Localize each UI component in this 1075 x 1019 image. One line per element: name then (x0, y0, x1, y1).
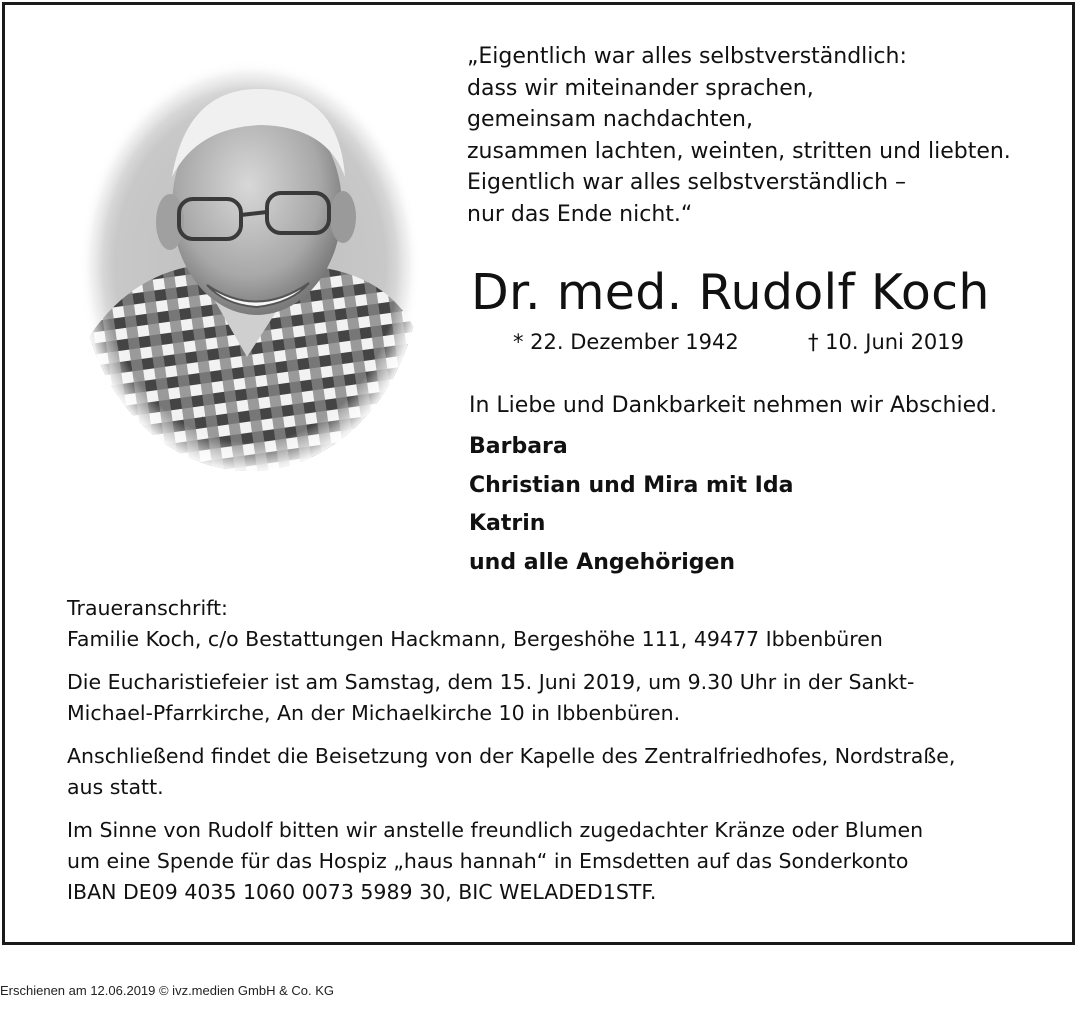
quote-line: Eigentlich war alles selbstverständlich – (467, 170, 907, 195)
service-line: Die Eucharistiefeier ist am Samstag, dem 15. Juni 2019, um 9.30 Uhr in der Sankt- (67, 670, 915, 694)
quote-line: dass wir miteinander sprachen, (467, 75, 814, 101)
quote-line: zusammen lachten, weinten, stritten und liebten. (467, 138, 1011, 164)
donation-line: um eine Spende für das Hospiz „haus hannah“ in Emsdetten auf das Sonderkonto (67, 849, 909, 873)
quote-line: nur das Ende nicht.“ (467, 201, 693, 227)
service-line: Michael-Pfarrkirche, An der Michaelkirche 10 in Ibbenbüren. (67, 701, 681, 725)
mourning-address (67, 593, 1015, 655)
donation-info (67, 815, 1015, 908)
farewell-line: In Liebe und Dankbarkeit nehmen wir Abschied. (469, 393, 998, 418)
birth-date: * 22. Dezember 1942 (513, 330, 739, 354)
quote-line: gemeinsam nachdachten, (467, 107, 753, 132)
deceased-name: Dr. med. Rudolf Koch (471, 264, 990, 321)
publication-footer: Erschienen am 12.06.2019 © ivz.medien GmbH & Co. KG (0, 983, 335, 998)
mourner-name: und alle Angehörigen (469, 549, 736, 575)
address-line: Familie Koch, c/o Bestattungen Hackmann, Bergeshöhe 111, 49477 Ibbenbüren (67, 627, 883, 651)
death-date: † 10. Juni 2019 (808, 330, 965, 354)
mourner-name: Katrin (469, 511, 546, 536)
burial-line: aus statt. (67, 775, 164, 799)
mourner-name: Christian und Mira mit Ida (469, 472, 794, 498)
address-label: Traueranschrift: (67, 596, 228, 620)
mourner-name: Barbara (469, 434, 568, 459)
memorial-quote (467, 41, 1047, 230)
service-info (67, 667, 1015, 729)
portrait-photo (77, 57, 423, 473)
obituary-frame (2, 2, 1075, 945)
quote-line: „Eigentlich war alles selbstverständlich: (467, 44, 907, 69)
donation-line: IBAN DE09 4035 1060 0073 5989 30, BIC WELADED1STF. (67, 880, 657, 904)
donation-line: Im Sinne von Rudolf bitten wir anstelle freundlich zugedachter Kränze oder Blumen (67, 818, 924, 842)
burial-line: Anschließend findet die Beisetzung von der Kapelle des Zentralfriedhofes, Nordstraße, (67, 744, 956, 768)
burial-info (67, 741, 1015, 803)
mourners-list (469, 428, 793, 582)
obituary-details (67, 593, 1015, 920)
